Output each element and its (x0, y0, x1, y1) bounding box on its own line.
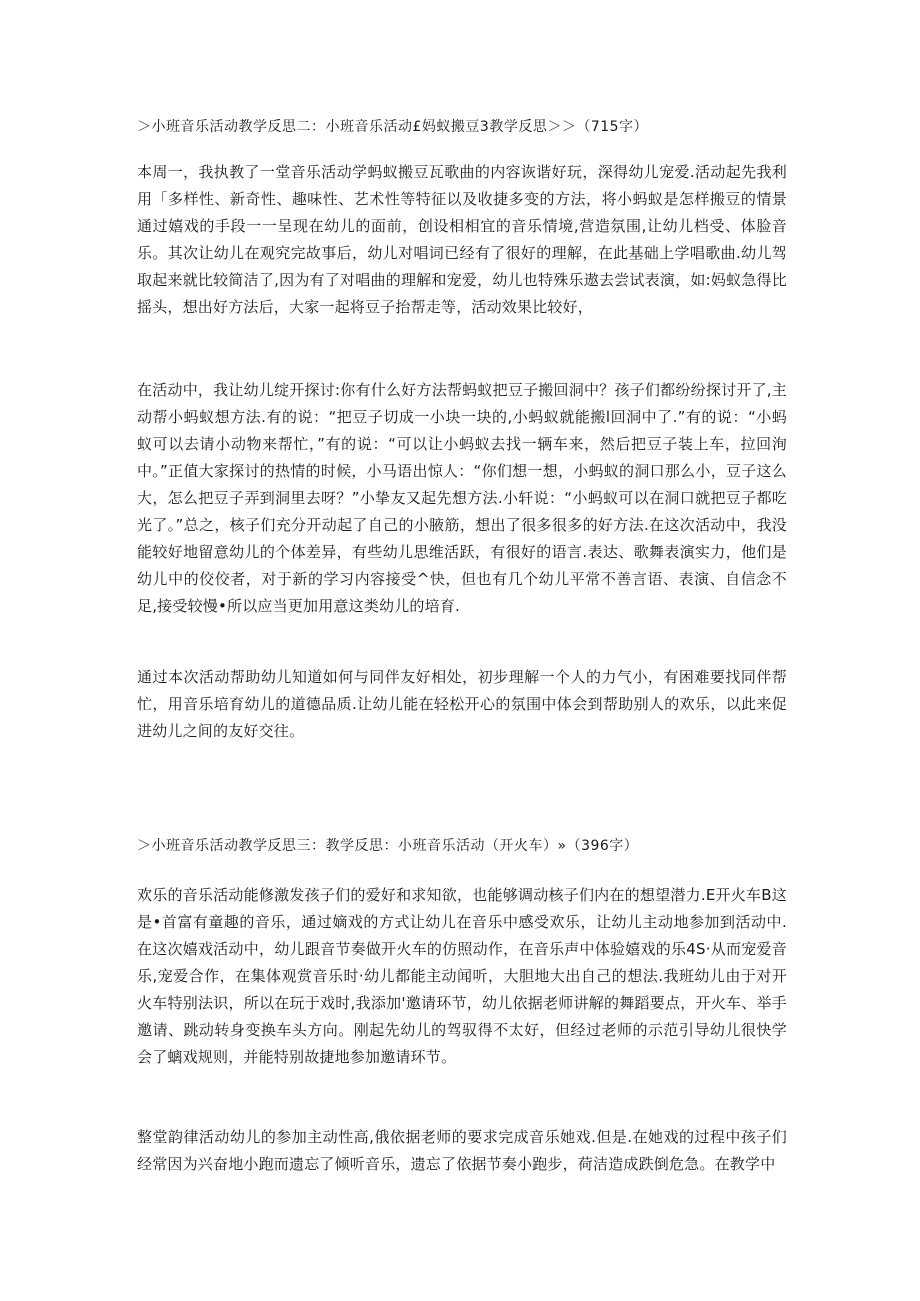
section-heading-reflection-3: ＞小班音乐活动教学反思三：教学反思：小班音乐活动（开火车）»（396字） (137, 838, 639, 854)
paragraph-3-2 (137, 1124, 787, 1178)
paragraph-3-1 (137, 882, 787, 1071)
section-heading-reflection-2: ＞小班音乐活动教学反思二：小班音乐活动£妈蚁搬豆3教学反思＞＞（715字） (137, 119, 649, 135)
paragraph-2-1 (137, 159, 787, 321)
paragraph-text: 欢乐的音乐活动能修激发孩子们的爱好和求知欲，也能够调动核子们内在的想望潜力.E开火车B这是•首富有童趣的音乐，通过嫡戏的方式让幼儿在音乐中感受欢乐，让幼儿主动地参加到活动中.在这次嬉戏活动中，幼儿跟音节奏做开火车的仿照动作，在音乐声中体验嬉戏的乐4S·从而宠爱音乐,宠爱合作，在集体观赏音乐时·幼儿都能主动闻听，大胆地大出自己的想法.我班幼儿由于对开火车特别法识，所以在玩于戏时,我添加'邀请环节，幼儿依据老师讲解的舞蹈要点，开火车、举手邀请、跳动转身变换车头方向。刚起先幼儿的驾驭得不太好，但经过老师的示范引导幼儿很快学会了螭戏规则，并能特别故捷地参加邀请环节。 (137, 886, 787, 1066)
paragraph-2-3 (137, 664, 787, 745)
paragraph-text: 在活动中，我让幼儿绽开探讨:你有什么好方法帮蚂蚁把豆子搬回洞中？孩子们都纷纷探讨开了,主动帮小蚂蚁想方法.有的说：“把豆子切成一小块一块的,小蚂蚁就能搬l回洞中了.”有的说：“小蚂蚁可以去请小动物来帮忙，”有的说：“可以让小蚂蚁去找一辆车来，然后把豆子装上车，拉回洵中。”正值大家探讨的热情的时候，小马语出惊人：“你们想一想，小蚂蚁的洞口那么小，豆子这么大，怎么把豆子弄到洞里去呀？”小挚友又起先想方法.小轩说：“小蚂蚁可以在洞口就把豆子都吃光了。”总之，核子们充分开动起了自己的小腋筋，想出了很多很多的好方法.在这次活动中，我没能较好地留意幼儿的个体差异，有些幼儿思维活跃，有很好的语言.表达、歌舞表演实力，他们是幼儿中的佼佼者，对于新的学习内容接受^快，但也有几个幼儿平常不善言语、表演、自信念不足,接受较慢•所以应当更加用意这类幼儿的培育. (137, 381, 787, 615)
paragraph-text: 通过本次活动帮助幼儿知道如何与同伴友好相处，初步理解一个人的力气小，有困难要找同伴帮忙，用音乐培育幼儿的道德品质.让幼儿能在轻松开心的氛围中体会到帮助别人的欢乐，以此来促进幼儿之间的友好交往。 (137, 668, 787, 740)
paragraph-text: 本周一，我执教了一堂音乐活动学蚂蚁搬豆瓦歌曲的内容诙谐好玩，深得幼儿宠爱.活动起先我利用「多样性、新奇性、趣味性、艺术性等特征以及收捷多变的方法，将小蚂蚁是怎样搬豆的情景通过嬉戏的手段一一呈现在幼儿的面前，创设相相宜的音乐情境,营造氛围,让幼儿档受、体脸音乐。其次让幼儿在观究完故事后，幼儿对唱词已经有了很好的理解，在此基础上学唱歌曲.幼儿驾取起来就比较简洁了,因为有了对唱曲的理解和宠爱，幼儿也特殊乐遨去尝试表演，如:妈蚁急得比摇头，想出好方法后，大家一起将豆子抬帮走等，活动效果比较好， (137, 163, 787, 316)
paragraph-2-2 (137, 377, 787, 620)
paragraph-text: 整堂韵律活动幼儿的参加主动性高,俄依据老师的要求完成音乐她戏.但是.在她戏的过程中孩子们经常因为兴奋地小跑而遗忘了倾听音乐，遗忘了依据节奏小跑步，荷洁造成跌倒危急。在教学中 (137, 1128, 787, 1173)
